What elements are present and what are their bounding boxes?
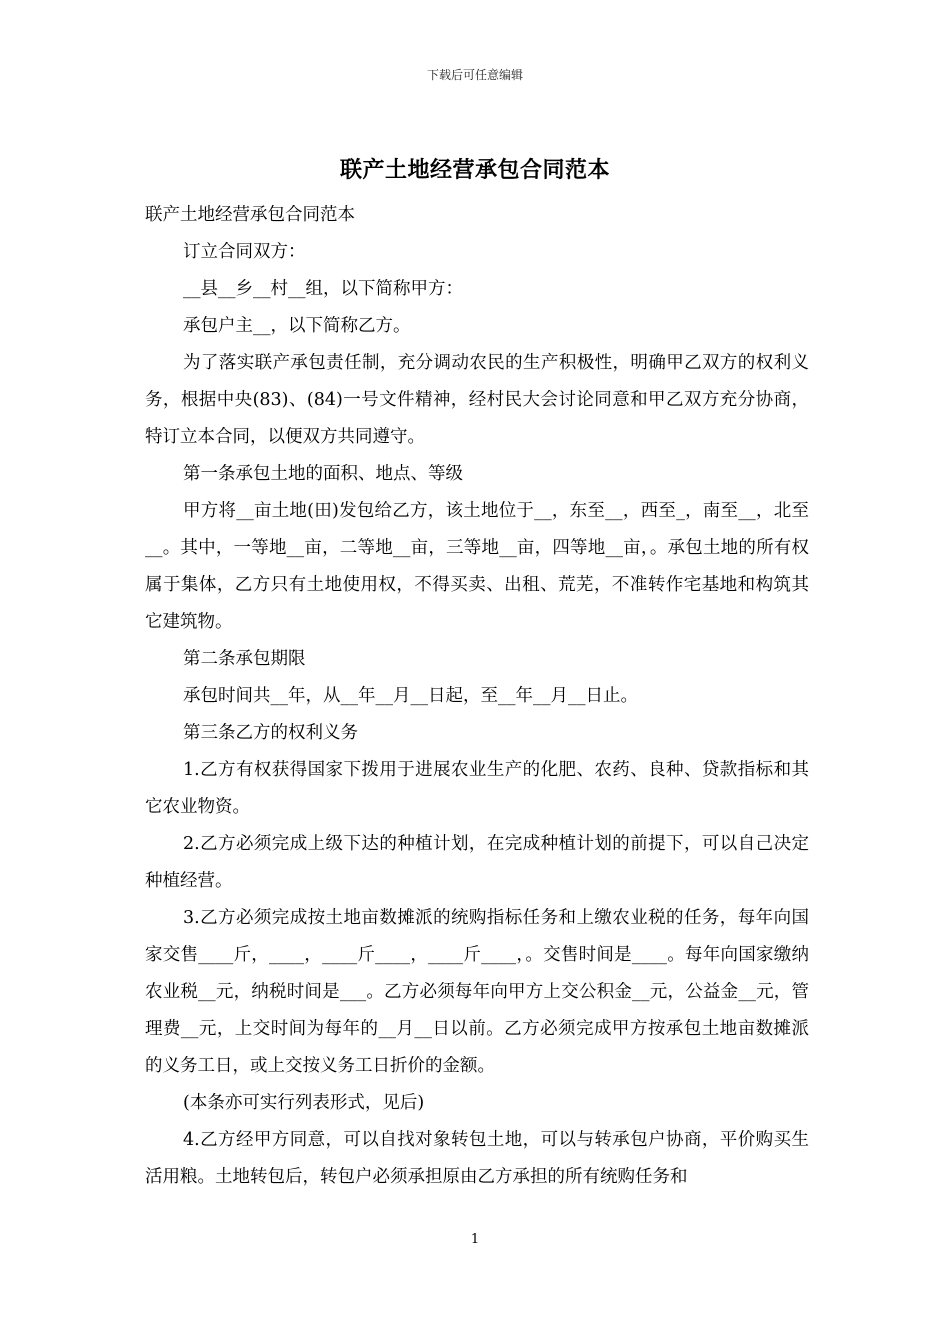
paragraph: 1.乙方有权获得国家下拨用于进展农业生产的化肥、农药、良种、贷款指标和其它农业物资。 [145,760,809,817]
paragraph: 为了落实联产承包责任制，充分调动农民的生产积极性，明确甲乙双方的权利义务，根据中央(83)、(84)一号文件精神，经村民大会讨论同意和甲乙双方充分协商，特订立本合同，以便双方共同遵守。 [145,353,809,447]
paragraph: __县__乡__村__组，以下简称甲方： [183,279,463,299]
section-heading: 第三条乙方的权利义务 [183,723,358,743]
page-header: 下载后可任意编辑 [426,68,523,82]
document-body [145,197,809,1196]
paragraph: 4.乙方经甲方同意，可以自找对象转包土地，可以与转承包户协商，平价购买生活用粮。土地转包后，转包户必须承担原由乙方承担的所有统购任务和 [145,1130,809,1187]
document-title: 联产土地经营承包合同范本 [339,157,610,183]
section-heading: 第一条承包土地的面积、地点、等级 [183,464,463,484]
subtitle-paragraph: 联产土地经营承包合同范本 [145,205,355,225]
section-heading: 第二条承包期限 [183,649,306,669]
paragraph: 承包时间共__年，从__年__月__日起，至__年__月__日止。 [183,686,638,706]
paragraph: 承包户主__，以下简称乙方。 [183,316,411,336]
paragraph: 甲方将__亩土地(田)发包给乙方，该土地位于__，东至__，西至_，南至__，北至__。其中，一等地__亩，二等地__亩，三等地__亩，四等地__亩，。承包土地的所有权属于集体，乙方只有土地使用权，不得买卖、出租、荒芜，不准转作宅基地和构筑其它建筑物。 [145,501,809,632]
paragraph: 2.乙方必须完成上级下达的种植计划，在完成种植计划的前提下，可以自己决定种植经营。 [145,834,809,891]
paragraph: 3.乙方必须完成按土地亩数摊派的统购指标任务和上缴农业税的任务，每年向国家交售____斤，____，____斤____，____斤____，。交售时间是____。每年向国家缴纳农业税__元，纳税时间是___。乙方必须每年向甲方上交公积金__元，公益金__元，管理费__元，上交时间为每年的__月__日以前。乙方必须完成甲方按承包土地亩数摊派的义务工日，或上交按义务工日折价的金额。 [145,908,809,1076]
paragraph: (本条亦可实行列表形式，见后) [183,1093,425,1113]
page-number: 1 [470,1232,480,1247]
paragraph: 订立合同双方： [183,242,306,262]
